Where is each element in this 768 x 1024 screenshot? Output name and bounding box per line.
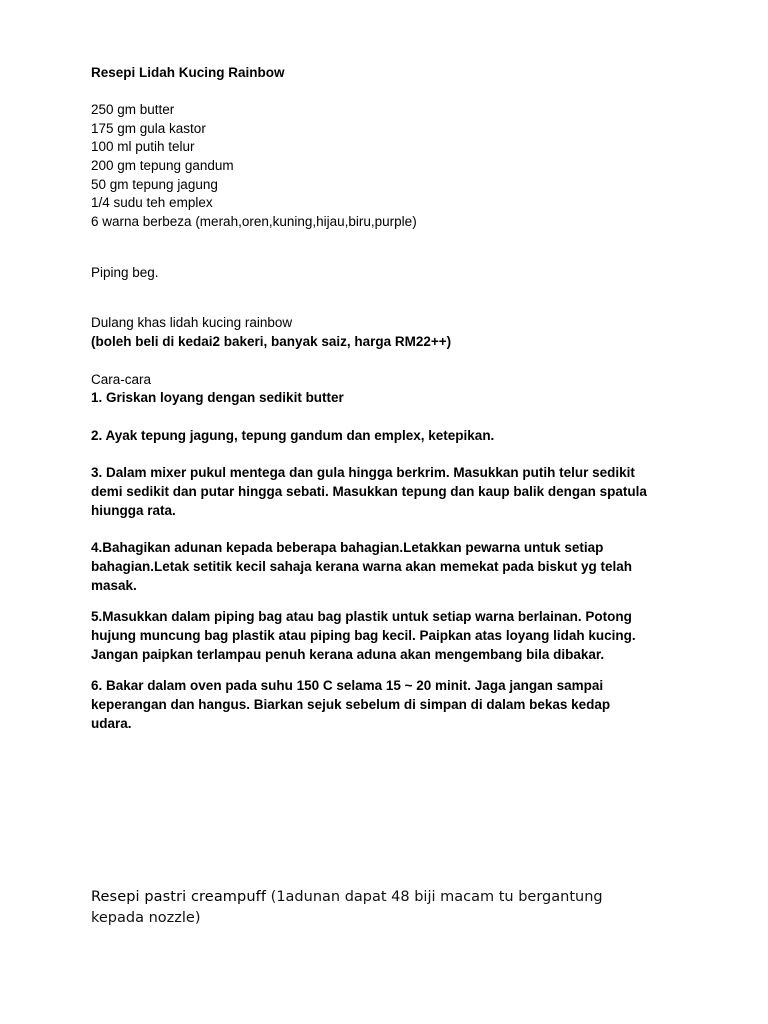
method-step: 4.Bahagikan adunan kepada beberapa bahagian.Letakkan pewarna untuk setiap bahagian.Letak setitik kecil sahaja kerana warna akan memekat pada biskut yg telah masak.: [91, 540, 632, 593]
method-step: 1. Griskan loyang dengan sedikit butter: [91, 390, 344, 405]
creampuff-section: [91, 887, 651, 929]
method-step: 3. Dalam mixer pukul mentega dan gula hingga berkrim. Masukkan putih telur sedikit demi sedikit dan putar hingga sebati. Masukkan tepung dan kaup balik dengan spatula hiungga rata.: [91, 465, 647, 518]
tray-line: Dulang khas lidah kucing rainbow: [91, 315, 293, 330]
method-step: 6. Bakar dalam oven pada suhu 150 C selama 15 ~ 20 minit. Jaga jangan sampai keperangan dan hangus. Biarkan sejuk sebelum di simpan di dalam bekas kedap udara.: [91, 678, 611, 731]
ingredient-item: 50 gm tepung jagung: [91, 177, 218, 192]
ingredient-item: 6 warna berbeza (merah,oren,kuning,hijau,biru,purple): [91, 214, 417, 229]
method-heading: Cara-cara: [91, 372, 152, 387]
recipe-title: Resepi Lidah Kucing Rainbow: [91, 65, 285, 80]
tray-note: (boleh beli di kedai2 bakeri, banyak saiz, harga RM22++): [91, 334, 452, 349]
creampuff-note: (1adunan dapat 48 biji macam tu bergantung kepada nozzle): [91, 889, 603, 926]
ingredient-item: 175 gm gula kastor: [91, 121, 206, 136]
method-step: 2. Ayak tepung jagung, tepung gandum dan emplex, ketepikan.: [91, 428, 495, 443]
piping-bag-line: Piping beg.: [91, 265, 159, 280]
ingredient-item: 100 ml putih telur: [91, 139, 195, 154]
method-step: 5.Masukkan dalam piping bag atau bag plastik untuk setiap warna berlainan. Potong hujung muncung bag plastik atau piping bag kecil. Paipkan atas loyang lidah kucing. Jangan paipkan terlampau penuh kerana aduna akan mengembang bila dibakar.: [91, 609, 636, 662]
ingredient-item: 200 gm tepung gandum: [91, 158, 234, 173]
creampuff-title: Resepi pastri creampuff: [91, 889, 267, 905]
ingredient-item: 250 gm butter: [91, 102, 175, 117]
ingredient-item: 1/4 sudu teh emplex: [91, 195, 213, 210]
